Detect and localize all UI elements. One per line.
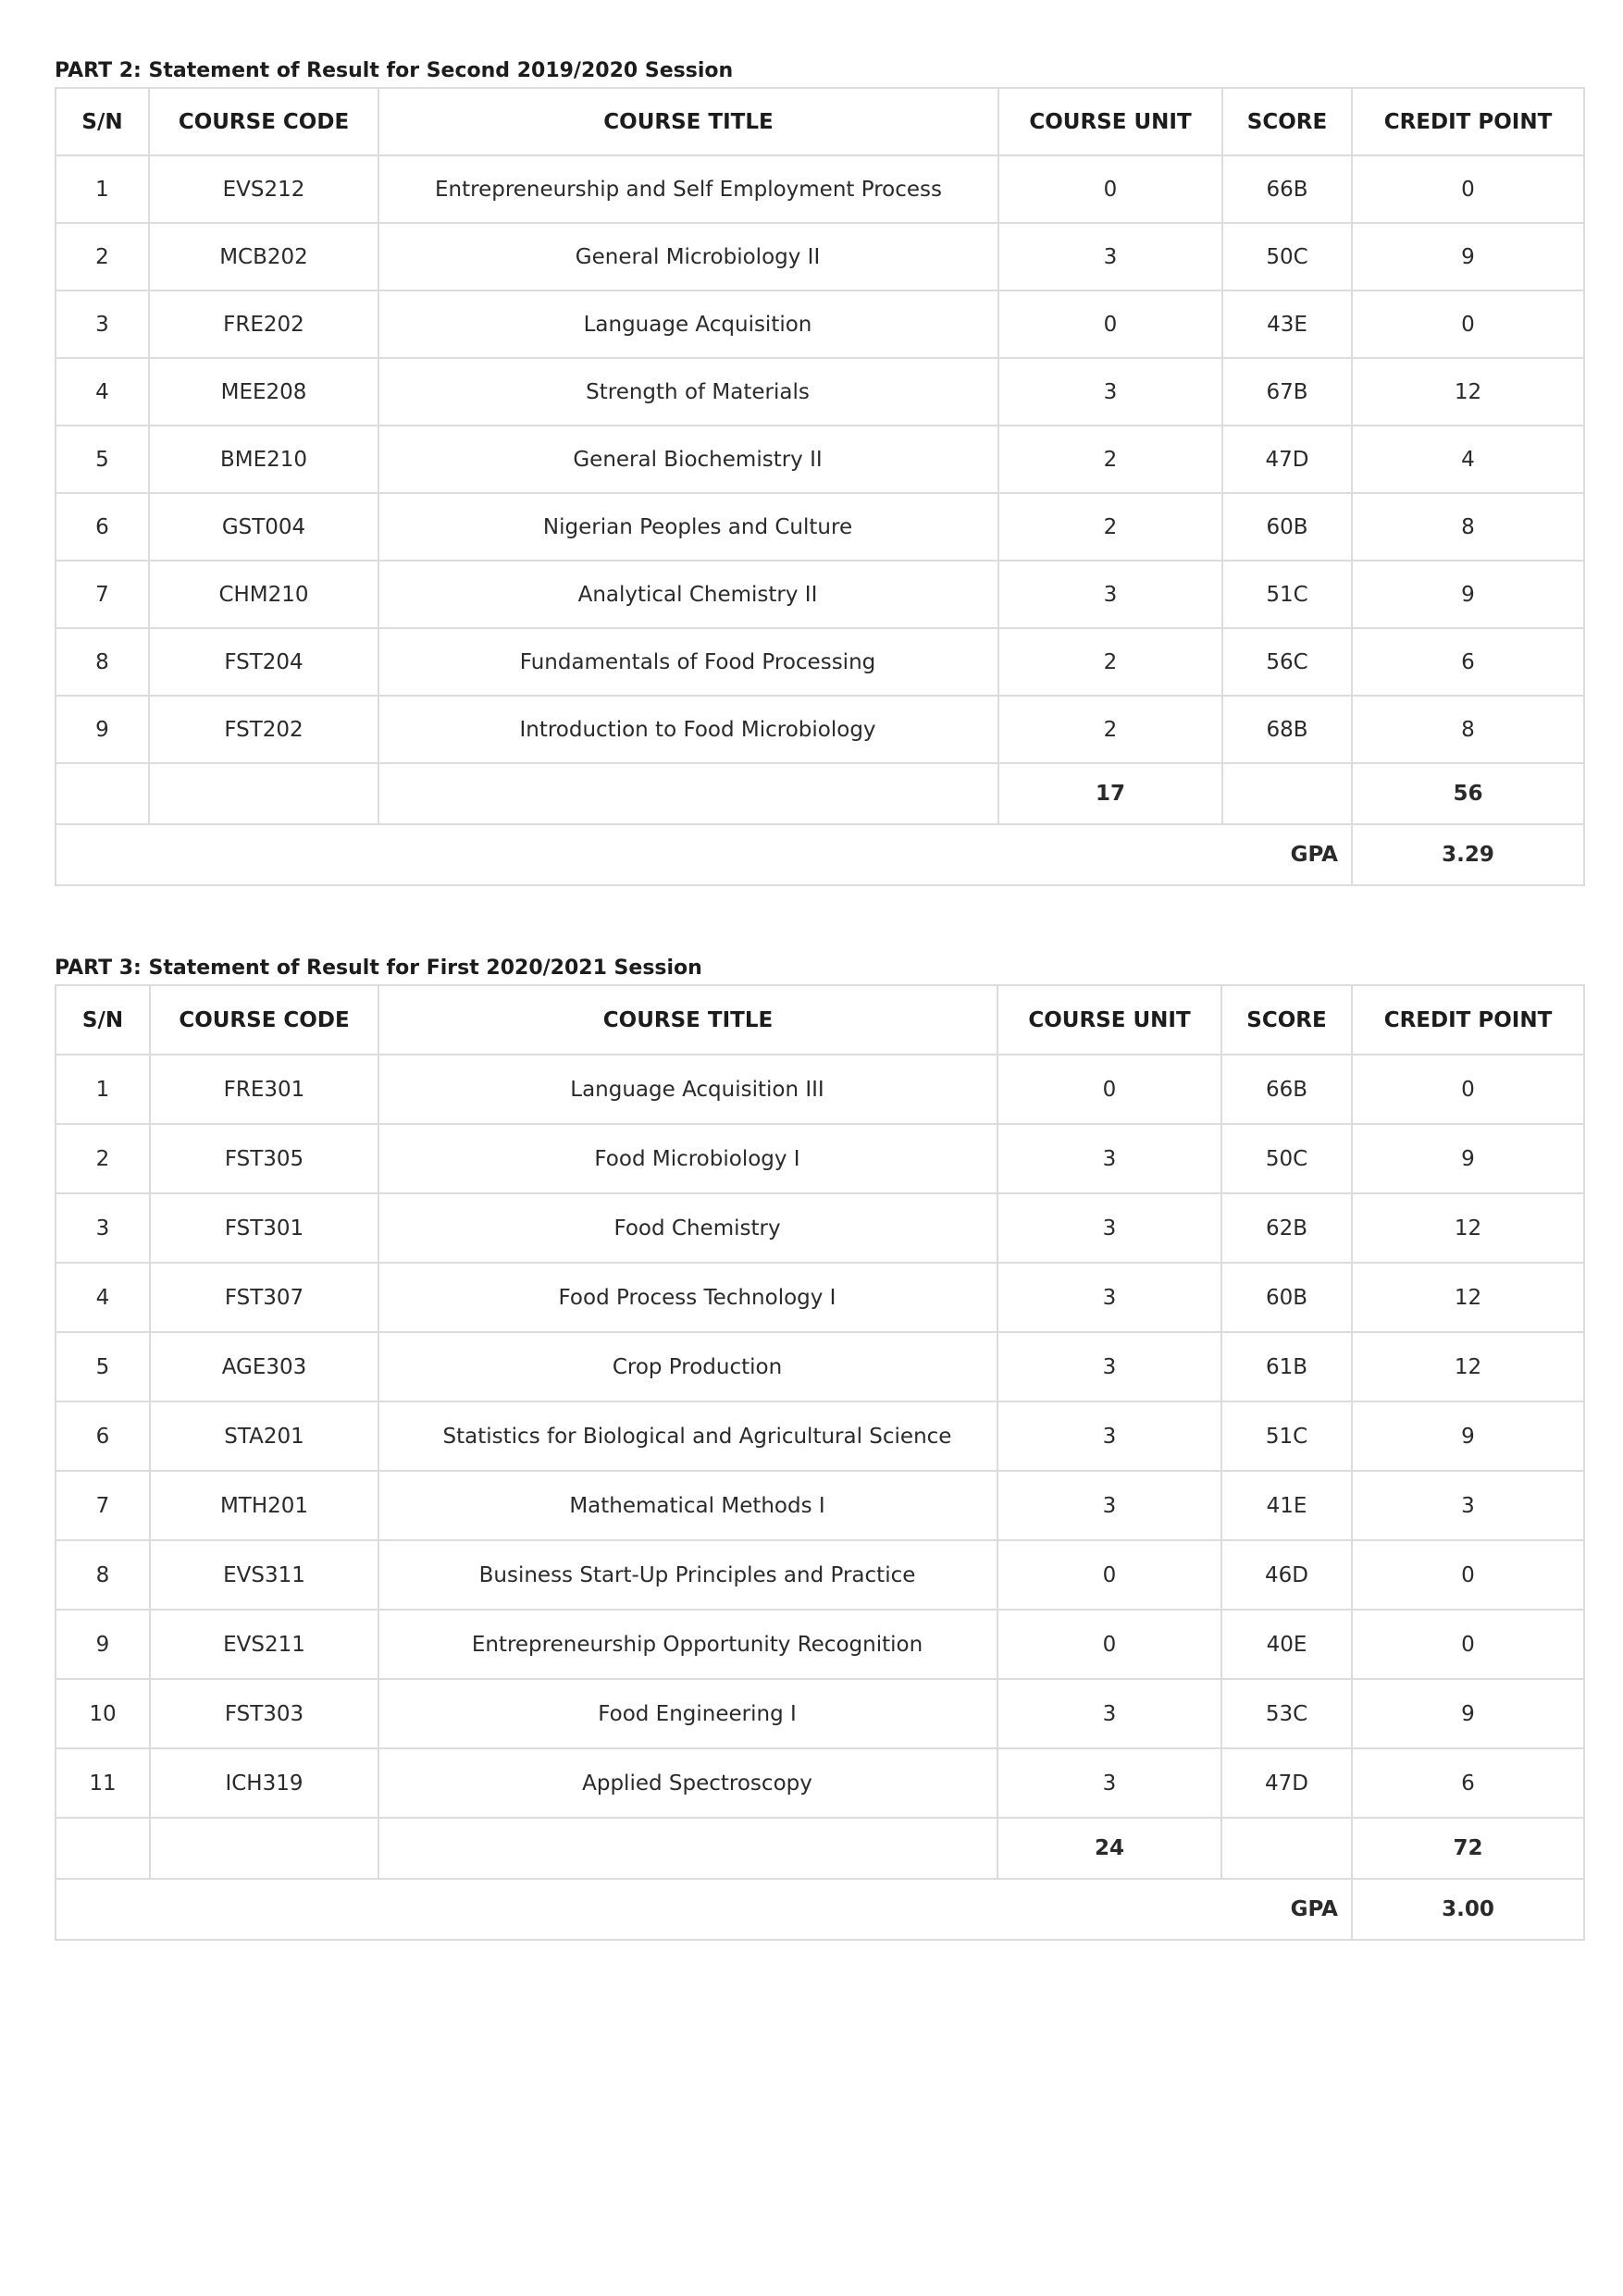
cell-course-unit: 2 [998,696,1222,763]
cell-score: 66B [1222,155,1352,223]
cell-course-unit: 0 [997,1610,1221,1679]
cell-course-title: Language Acquisition III [378,1055,997,1124]
cell-credit-point: 0 [1352,1055,1584,1124]
part3-title: PART 3: Statement of Result for First 2020/2021 Session [55,957,702,980]
cell-credit-point: 3 [1352,1471,1584,1540]
cell-score: 56C [1222,628,1352,696]
totals-row [56,1818,1584,1879]
cell-credit-point: 12 [1352,358,1584,426]
cell-course-title: Crop Production [378,1332,997,1401]
table-row [56,696,1584,763]
table-row [56,290,1584,358]
header-score: SCORE [1221,985,1352,1055]
cell-sn: 2 [56,223,149,290]
cell-score: 46D [1221,1540,1352,1610]
part2-title: PART 2: Statement of Result for Second 2019/2020 Session [55,59,734,82]
cell-score: 43E [1222,290,1352,358]
cell-course-unit: 3 [997,1124,1221,1193]
cell-course-title: Entrepreneurship and Self Employment Process [378,155,998,223]
cell-course-title: Food Process Technology I [378,1263,997,1332]
part3-section [55,953,1583,1941]
cell-course-title: General Biochemistry II [378,426,998,493]
cell-course-code: MEE208 [149,358,378,426]
cell-credit-point: 12 [1352,1332,1584,1401]
total-credit-points: 56 [1352,763,1584,824]
cell-credit-point: 12 [1352,1263,1584,1332]
table-row [56,493,1584,561]
cell-score: 61B [1221,1332,1352,1401]
cell-sn: 5 [56,426,149,493]
cell-sn: 2 [56,1124,150,1193]
cell-course-code: EVS211 [150,1610,378,1679]
cell-sn: 8 [56,628,149,696]
header-course-code: COURSE CODE [149,88,378,155]
empty-cell [150,1818,378,1879]
cell-score: 51C [1222,561,1352,628]
cell-score: 50C [1222,223,1352,290]
cell-course-title: Introduction to Food Microbiology [378,696,998,763]
table-row [56,1055,1584,1124]
header-credit-point: CREDIT POINT [1352,985,1584,1055]
cell-course-unit: 3 [997,1401,1221,1471]
cell-course-unit: 0 [998,290,1222,358]
cell-course-code: FST204 [149,628,378,696]
gpa-row [56,824,1584,885]
cell-course-title: Applied Spectroscopy [378,1748,997,1818]
cell-score: 60B [1221,1263,1352,1332]
cell-sn: 7 [56,561,149,628]
cell-sn: 1 [56,1055,150,1124]
cell-course-code: FST305 [150,1124,378,1193]
cell-credit-point: 0 [1352,1610,1584,1679]
gpa-label: GPA [56,1879,1352,1940]
header-course-unit: COURSE UNIT [997,985,1221,1055]
total-course-units: 17 [998,763,1222,824]
cell-course-code: ICH319 [150,1748,378,1818]
table-row [56,155,1584,223]
cell-credit-point: 12 [1352,1193,1584,1263]
empty-cell [378,763,998,824]
cell-score: 68B [1222,696,1352,763]
table-row [56,223,1584,290]
cell-course-title: Nigerian Peoples and Culture [378,493,998,561]
cell-credit-point: 4 [1352,426,1584,493]
table-header-row [56,985,1584,1055]
gpa-label: GPA [56,824,1352,885]
cell-sn: 8 [56,1540,150,1610]
cell-score: 67B [1222,358,1352,426]
empty-cell [378,1818,997,1879]
cell-course-code: EVS311 [150,1540,378,1610]
cell-credit-point: 9 [1352,1401,1584,1471]
part2-result-table [55,87,1585,886]
cell-score: 50C [1221,1124,1352,1193]
empty-cell [1222,763,1352,824]
cell-course-title: Entrepreneurship Opportunity Recognition [378,1610,997,1679]
empty-cell [149,763,378,824]
total-course-units: 24 [997,1818,1221,1879]
cell-sn: 11 [56,1748,150,1818]
table-row [56,426,1584,493]
cell-course-code: FST303 [150,1679,378,1748]
table-row [56,358,1584,426]
total-credit-points: 72 [1352,1818,1584,1879]
gpa-value: 3.00 [1352,1879,1584,1940]
cell-credit-point: 9 [1352,223,1584,290]
cell-course-unit: 3 [998,358,1222,426]
header-sn: S/N [56,88,149,155]
cell-course-title: Fundamentals of Food Processing [378,628,998,696]
cell-course-unit: 3 [997,1679,1221,1748]
cell-sn: 9 [56,696,149,763]
cell-course-unit: 3 [998,561,1222,628]
cell-credit-point: 6 [1352,628,1584,696]
cell-sn: 10 [56,1679,150,1748]
cell-credit-point: 6 [1352,1748,1584,1818]
gpa-row [56,1879,1584,1940]
empty-cell [1221,1818,1352,1879]
cell-course-code: GST004 [149,493,378,561]
cell-credit-point: 9 [1352,1124,1584,1193]
cell-credit-point: 0 [1352,290,1584,358]
cell-course-title: Food Chemistry [378,1193,997,1263]
cell-course-unit: 2 [998,493,1222,561]
cell-course-code: MTH201 [150,1471,378,1540]
totals-row [56,763,1584,824]
table-row [56,1679,1584,1748]
table-row [56,1332,1584,1401]
cell-sn: 6 [56,1401,150,1471]
cell-course-unit: 3 [997,1263,1221,1332]
cell-course-unit: 3 [997,1748,1221,1818]
header-course-title: COURSE TITLE [378,985,997,1055]
cell-credit-point: 8 [1352,493,1584,561]
header-course-title: COURSE TITLE [378,88,998,155]
part3-result-table [55,984,1585,1941]
header-credit-point: CREDIT POINT [1352,88,1584,155]
cell-course-code: CHM210 [149,561,378,628]
cell-score: 47D [1221,1748,1352,1818]
table-row [56,1124,1584,1193]
cell-sn: 4 [56,358,149,426]
cell-course-unit: 3 [998,223,1222,290]
cell-credit-point: 0 [1352,155,1584,223]
cell-course-title: Language Acquisition [378,290,998,358]
cell-score: 40E [1221,1610,1352,1679]
cell-score: 53C [1221,1679,1352,1748]
cell-course-title: General Microbiology II [378,223,998,290]
table-row [56,1471,1584,1540]
part2-section [55,56,1583,886]
cell-credit-point: 8 [1352,696,1584,763]
cell-credit-point: 9 [1352,561,1584,628]
cell-course-code: FST202 [149,696,378,763]
table-row [56,1540,1584,1610]
cell-score: 51C [1221,1401,1352,1471]
cell-course-unit: 3 [997,1471,1221,1540]
cell-course-code: FRE301 [150,1055,378,1124]
cell-course-code: BME210 [149,426,378,493]
gpa-value: 3.29 [1352,824,1584,885]
table-row [56,1610,1584,1679]
cell-course-unit: 0 [998,155,1222,223]
cell-course-code: MCB202 [149,223,378,290]
cell-course-unit: 2 [998,628,1222,696]
table-row [56,628,1584,696]
cell-sn: 9 [56,1610,150,1679]
cell-course-code: FST307 [150,1263,378,1332]
cell-score: 47D [1222,426,1352,493]
cell-sn: 1 [56,155,149,223]
cell-credit-point: 0 [1352,1540,1584,1610]
cell-sn: 5 [56,1332,150,1401]
cell-score: 60B [1222,493,1352,561]
table-row [56,1263,1584,1332]
cell-course-title: Mathematical Methods I [378,1471,997,1540]
empty-cell [56,1818,150,1879]
header-sn: S/N [56,985,150,1055]
cell-course-unit: 0 [997,1055,1221,1124]
cell-sn: 7 [56,1471,150,1540]
empty-cell [56,763,149,824]
cell-course-code: EVS212 [149,155,378,223]
cell-sn: 3 [56,1193,150,1263]
cell-score: 66B [1221,1055,1352,1124]
cell-course-code: STA201 [150,1401,378,1471]
cell-course-code: AGE303 [150,1332,378,1401]
header-course-code: COURSE CODE [150,985,378,1055]
table-row [56,1748,1584,1818]
cell-course-unit: 3 [997,1332,1221,1401]
table-header-row [56,88,1584,155]
cell-course-code: FRE202 [149,290,378,358]
cell-course-title: Food Microbiology I [378,1124,997,1193]
table-row [56,1401,1584,1471]
cell-course-title: Business Start-Up Principles and Practice [378,1540,997,1610]
header-score: SCORE [1222,88,1352,155]
table-row [56,561,1584,628]
cell-sn: 6 [56,493,149,561]
cell-score: 41E [1221,1471,1352,1540]
cell-course-title: Analytical Chemistry II [378,561,998,628]
table-row [56,1193,1584,1263]
header-course-unit: COURSE UNIT [998,88,1222,155]
cell-course-title: Strength of Materials [378,358,998,426]
cell-sn: 4 [56,1263,150,1332]
cell-course-title: Food Engineering I [378,1679,997,1748]
cell-course-unit: 2 [998,426,1222,493]
cell-course-unit: 3 [997,1193,1221,1263]
cell-course-unit: 0 [997,1540,1221,1610]
cell-course-title: Statistics for Biological and Agricultural Science [378,1401,997,1471]
cell-credit-point: 9 [1352,1679,1584,1748]
cell-course-code: FST301 [150,1193,378,1263]
cell-sn: 3 [56,290,149,358]
cell-score: 62B [1221,1193,1352,1263]
